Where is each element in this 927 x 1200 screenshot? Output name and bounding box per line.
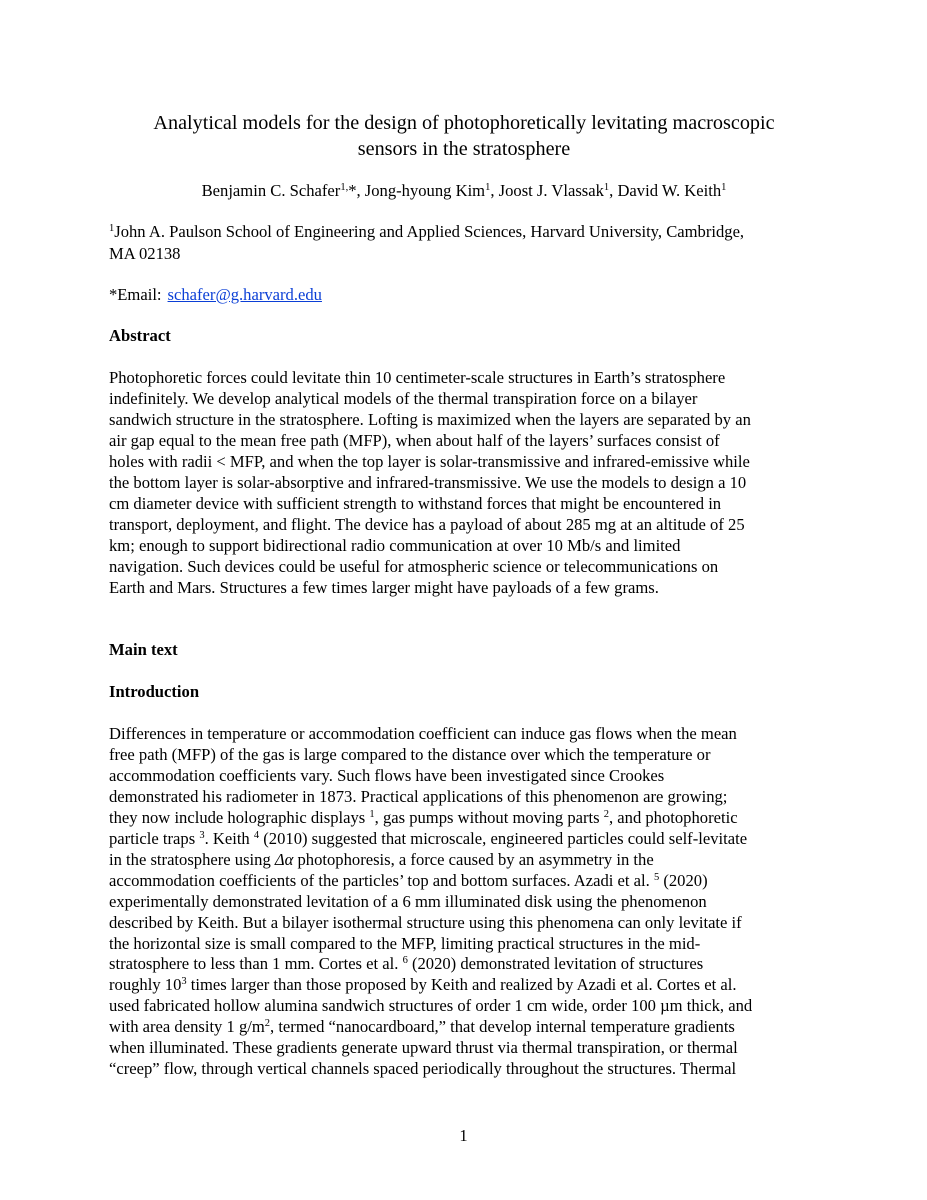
author-name: Joost J. Vlassak xyxy=(498,181,604,200)
citation-superscript: 2 xyxy=(264,1018,271,1030)
introduction-line xyxy=(109,1038,819,1059)
text-run: accommodation coefficients of the particles’ top and bottom surfaces. Azadi et al. xyxy=(109,870,654,890)
text-run: roughly 10 xyxy=(109,975,182,995)
corresponding-author-marker: * xyxy=(348,181,357,200)
affiliation-text: MA 02138 xyxy=(109,244,181,263)
author-separator: , xyxy=(609,181,618,200)
abstract-line: holes with radii < MFP, and when the top layer is solar-transmissive and infrared-emissive while xyxy=(109,451,750,471)
author-affiliation-marker: 1 xyxy=(485,182,491,193)
introduction-line xyxy=(109,724,819,745)
abstract-heading: Abstract xyxy=(109,326,171,345)
author-list xyxy=(109,180,819,202)
abstract-line: indefinitely. We develop analytical models of the thermal transpiration force on a bilayer xyxy=(109,388,698,408)
introduction-line xyxy=(109,892,819,913)
introduction-line xyxy=(109,850,819,871)
author-separator: , xyxy=(356,181,365,200)
author-name: Jong-hyoung Kim xyxy=(364,181,486,200)
citation-superscript: 5 xyxy=(653,871,660,883)
abstract-line: air gap equal to the mean free path (MFP), when about half of the layers’ surfaces consist of xyxy=(109,430,720,450)
introduction-line xyxy=(109,745,819,766)
abstract-line: Photophoretic forces could levitate thin 10 centimeter-scale structures in Earth’s stratosphere xyxy=(109,368,726,387)
author-separator: , xyxy=(490,181,499,200)
introduction-line xyxy=(109,996,819,1017)
introduction-line xyxy=(109,954,819,975)
text-run: with area density 1 g/m xyxy=(109,1017,265,1037)
author xyxy=(202,181,365,200)
text-run: times larger than those proposed by Keith and realized by Azadi et al. Cortes et al. xyxy=(186,975,737,995)
paper-title-line: sensors in the stratosphere xyxy=(357,138,571,160)
affiliation-marker: 1 xyxy=(109,223,115,234)
introduction-paragraph xyxy=(109,724,819,1080)
author-affiliation-marker: 1, xyxy=(340,182,349,193)
text-run: , gas pumps without moving parts xyxy=(374,807,604,827)
text-run: in the stratosphere using xyxy=(109,849,275,869)
abstract-line: navigation. Such devices could be useful for atmospheric science or telecommunications on xyxy=(109,556,719,576)
abstract-line: sandwich structure in the stratosphere. Lofting is maximized when the layers are separated by an xyxy=(109,409,751,429)
email-line xyxy=(109,284,819,306)
introduction-heading: Introduction xyxy=(109,682,200,701)
text-run: accommodation coefficients vary. Such flows have been investigated since Crookes xyxy=(109,765,665,785)
citation-superscript: 4 xyxy=(253,829,260,841)
text-run: “creep” flow, through vertical channels spaced periodically throughout the structures. Thermal xyxy=(109,1059,737,1079)
citation-superscript: 1 xyxy=(369,808,375,820)
affiliation-text: John A. Paulson School of Engineering and Applied Sciences, Harvard University, Cambridge, xyxy=(114,222,745,241)
text-run: the horizontal size is small compared to the MFP, limiting practical structures in the mid- xyxy=(109,933,701,953)
email-label: *Email: xyxy=(109,285,162,304)
author xyxy=(365,181,499,200)
abstract-paragraph xyxy=(109,368,819,598)
text-run: particle traps xyxy=(109,828,200,848)
author-name: David W. Keith xyxy=(617,181,722,200)
author-affiliation-marker: 1 xyxy=(721,182,727,193)
text-run: used fabricated hollow alumina sandwich structures of order 1 cm wide, order 100 µm thick, and xyxy=(109,996,753,1016)
page-number: 1 xyxy=(459,1126,468,1145)
text-run: Differences in temperature or accommodation coefficient can induce gas flows when the mean xyxy=(109,724,737,743)
introduction-line xyxy=(109,829,819,850)
text-run: (2010) suggested that microscale, engineered particles could self-levitate xyxy=(259,828,748,848)
abstract-line: the bottom layer is solar-absorptive and infrared-transmissive. We use the models to design a 10 xyxy=(109,472,747,492)
introduction-line xyxy=(109,934,819,955)
introduction-line xyxy=(109,1059,819,1080)
author-name: Benjamin C. Schafer xyxy=(201,181,341,200)
author-affiliation-marker: 1 xyxy=(603,182,610,193)
introduction-line xyxy=(109,808,819,829)
affiliation xyxy=(109,221,819,265)
text-run: , termed “nanocardboard,” that develop internal temperature gradients xyxy=(270,1017,735,1037)
introduction-line xyxy=(109,766,819,787)
abstract-line: transport, deployment, and flight. The device has a payload of about 285 mg at an altitude of 25 xyxy=(109,514,745,534)
paper-title xyxy=(109,110,819,162)
email-link[interactable]: schafer@g.harvard.edu xyxy=(167,285,322,304)
math-symbol: Δα xyxy=(274,849,294,869)
introduction-line xyxy=(109,913,819,934)
author xyxy=(617,181,726,200)
citation-superscript: 3 xyxy=(181,976,187,988)
abstract-line: cm diameter device with sufficient strength to withstand forces that might be encountered in xyxy=(109,493,722,513)
citation-superscript: 6 xyxy=(402,955,408,967)
introduction-line xyxy=(109,871,819,892)
text-run: they now include holographic displays xyxy=(109,807,370,827)
introduction-line xyxy=(109,1017,819,1038)
text-run: , and photophoretic xyxy=(608,807,738,827)
citation-superscript: 3 xyxy=(199,829,205,841)
text-run: stratosphere to less than 1 mm. Cortes et al. xyxy=(109,954,403,974)
abstract-line: Earth and Mars. Structures a few times larger might have payloads of a few grams. xyxy=(109,577,659,597)
abstract-line: km; enough to support bidirectional radio communication at over 10 Mb/s and limited xyxy=(109,535,681,555)
introduction-line xyxy=(109,787,819,808)
text-run: free path (MFP) of the gas is large compared to the distance over which the temperature or xyxy=(109,744,711,764)
author xyxy=(499,181,618,200)
introduction-line xyxy=(109,975,819,996)
text-run: when illuminated. These gradients generate upward thrust via thermal transpiration, or thermal xyxy=(109,1038,738,1058)
text-run: described by Keith. But a bilayer isothermal structure using this phenomena can only levitate if xyxy=(109,912,742,932)
paper-title-line: Analytical models for the design of photophoretically levitating macroscopic xyxy=(153,112,775,134)
text-run: photophoresis, a force caused by an asymmetry in the xyxy=(293,849,654,869)
text-run: . Keith xyxy=(204,828,254,848)
text-run: experimentally demonstrated levitation of a 6 mm illuminated disk using the phenomenon xyxy=(109,891,707,911)
text-run: (2020) xyxy=(659,870,708,890)
text-run: demonstrated his radiometer in 1873. Practical applications of this phenomenon are growing; xyxy=(109,786,728,806)
citation-superscript: 2 xyxy=(603,808,609,820)
text-run: (2020) demonstrated levitation of structures xyxy=(407,954,704,974)
main-text-heading: Main text xyxy=(109,640,178,659)
